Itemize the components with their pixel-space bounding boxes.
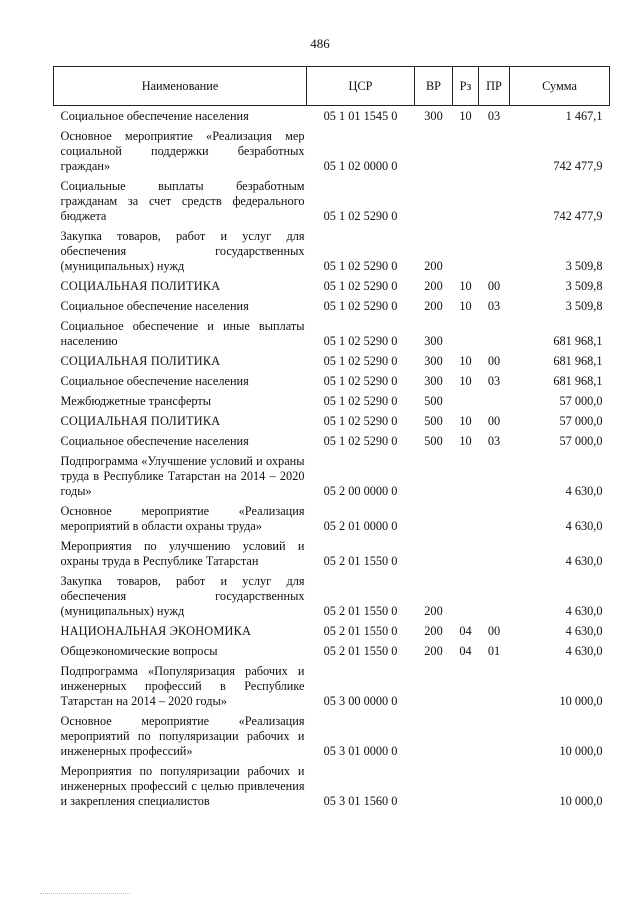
cell-rz bbox=[453, 226, 479, 276]
cell-name: Межбюджетные трансферты bbox=[60, 394, 212, 408]
table-row bbox=[54, 501, 610, 536]
cell-vr: 300 bbox=[424, 374, 443, 388]
cell-csr: 05 2 01 1550 0 bbox=[323, 554, 398, 568]
cell-vr bbox=[415, 536, 453, 571]
header-vr: ВР bbox=[415, 67, 453, 106]
cell-pr: 03 bbox=[487, 434, 501, 448]
cell-vr: 300 bbox=[424, 334, 443, 348]
cell-csr: 05 2 01 1550 0 bbox=[323, 624, 398, 638]
cell-sum: 10 000,0 bbox=[559, 794, 603, 808]
cell-pr bbox=[479, 126, 510, 176]
cell-csr: 05 1 02 5290 0 bbox=[323, 209, 398, 223]
cell-pr bbox=[479, 536, 510, 571]
table-row bbox=[54, 641, 610, 661]
header-csr: ЦСР bbox=[307, 67, 415, 106]
cell-csr: 05 1 02 5290 0 bbox=[323, 414, 398, 428]
table-row bbox=[54, 571, 610, 621]
cell-name: Подпрограмма «Улучшение условий и охраны труда в Республике Татарстан на 2014 – 2020 годы» bbox=[60, 454, 305, 498]
cell-rz bbox=[453, 126, 479, 176]
cell-name: Социальное обеспечение населения bbox=[60, 109, 249, 123]
cell-rz bbox=[453, 176, 479, 226]
cell-rz bbox=[453, 391, 479, 411]
cell-pr: 03 bbox=[487, 109, 501, 123]
cell-vr: 300 bbox=[424, 109, 443, 123]
cell-vr: 200 bbox=[424, 624, 443, 638]
cell-sum: 742 477,9 bbox=[553, 209, 603, 223]
table-row bbox=[54, 296, 610, 316]
cell-sum: 10 000,0 bbox=[559, 694, 603, 708]
cell-rz bbox=[453, 571, 479, 621]
cell-pr bbox=[479, 761, 510, 811]
cell-vr: 200 bbox=[424, 259, 443, 273]
header-name: Наименование bbox=[54, 67, 307, 106]
header-rz: Рз bbox=[453, 67, 479, 106]
cell-pr bbox=[479, 451, 510, 501]
cell-name: Основное мероприятие «Реализация мероприятий в области охраны труда» bbox=[60, 504, 305, 533]
cell-pr: 00 bbox=[487, 414, 501, 428]
table-row bbox=[54, 316, 610, 351]
cell-sum: 4 630,0 bbox=[565, 624, 603, 638]
cell-name: Мероприятия по улучшению условий и охраны труда в Республике Татарстан bbox=[60, 539, 305, 568]
cell-rz bbox=[453, 711, 479, 761]
cell-csr: 05 1 02 5290 0 bbox=[323, 259, 398, 273]
cell-name: Социальное обеспечение и иные выплаты населению bbox=[60, 319, 305, 348]
cell-pr: 03 bbox=[487, 374, 501, 388]
cell-rz: 10 bbox=[459, 374, 472, 388]
cell-rz bbox=[453, 316, 479, 351]
cell-name: НАЦИОНАЛЬНАЯ ЭКОНОМИКА bbox=[60, 624, 252, 638]
cell-rz bbox=[453, 761, 479, 811]
table-row bbox=[54, 431, 610, 451]
cell-vr bbox=[415, 451, 453, 501]
cell-vr bbox=[415, 711, 453, 761]
cell-vr: 200 bbox=[424, 279, 443, 293]
cell-sum: 4 630,0 bbox=[565, 519, 603, 533]
cell-name: Социальные выплаты безработным гражданам за счет средств федерального бюджета bbox=[60, 179, 305, 223]
table-row bbox=[54, 621, 610, 641]
table-row bbox=[54, 106, 610, 127]
cell-csr: 05 1 02 5290 0 bbox=[323, 279, 398, 293]
cell-rz bbox=[453, 536, 479, 571]
table-row bbox=[54, 351, 610, 371]
cell-sum: 4 630,0 bbox=[565, 554, 603, 568]
cell-csr: 05 1 01 1545 0 bbox=[323, 109, 398, 123]
cell-name: Общеэкономические вопросы bbox=[60, 644, 218, 658]
cell-sum: 57 000,0 bbox=[559, 434, 603, 448]
cell-pr: 00 bbox=[487, 279, 501, 293]
cell-sum: 3 509,8 bbox=[565, 279, 603, 293]
cell-sum: 3 509,8 bbox=[565, 259, 603, 273]
header-sum: Сумма bbox=[510, 67, 610, 106]
cell-sum: 57 000,0 bbox=[559, 394, 603, 408]
cell-vr: 200 bbox=[424, 299, 443, 313]
cell-sum: 4 630,0 bbox=[565, 604, 603, 618]
cell-name: Основное мероприятие «Реализация мер социальной поддержки безработных граждан» bbox=[60, 129, 305, 173]
cell-rz: 10 bbox=[459, 279, 472, 293]
cell-csr: 05 2 01 0000 0 bbox=[323, 519, 398, 533]
table-row bbox=[54, 391, 610, 411]
cell-pr bbox=[479, 316, 510, 351]
table-row bbox=[54, 661, 610, 711]
cell-rz bbox=[453, 451, 479, 501]
cell-pr bbox=[479, 571, 510, 621]
cell-sum: 57 000,0 bbox=[559, 414, 603, 428]
cell-name: Подпрограмма «Популяризация рабочих и инженерных профессий в Республике Татарстан на 2014 – 2020 годы» bbox=[60, 664, 305, 708]
cell-sum: 681 968,1 bbox=[553, 354, 603, 368]
budget-table bbox=[53, 66, 610, 811]
cell-name: Основное мероприятие «Реализация мероприятий по популяризации рабочих и инженерных профессий» bbox=[60, 714, 305, 758]
cell-name: Мероприятия по популяризации рабочих и инженерных профессий с целью привлечения и закрепления специалистов bbox=[60, 764, 305, 808]
cell-rz: 10 bbox=[459, 414, 472, 428]
header-pr: ПР bbox=[479, 67, 510, 106]
cell-sum: 10 000,0 bbox=[559, 744, 603, 758]
cell-name: Закупка товаров, работ и услуг для обеспечения государственных (муниципальных) нужд bbox=[60, 229, 305, 273]
cell-name: СОЦИАЛЬНАЯ ПОЛИТИКА bbox=[60, 354, 221, 368]
scan-artifact bbox=[40, 893, 130, 895]
table-body bbox=[54, 106, 610, 812]
page-number: 486 bbox=[310, 36, 330, 51]
table-row bbox=[54, 276, 610, 296]
table-row bbox=[54, 761, 610, 811]
cell-rz: 10 bbox=[459, 354, 472, 368]
cell-vr bbox=[415, 176, 453, 226]
cell-rz: 10 bbox=[459, 299, 472, 313]
cell-vr bbox=[415, 761, 453, 811]
cell-pr: 01 bbox=[487, 644, 501, 658]
cell-pr bbox=[479, 226, 510, 276]
cell-pr: 00 bbox=[487, 354, 501, 368]
cell-csr: 05 1 02 5290 0 bbox=[323, 299, 398, 313]
cell-sum: 4 630,0 bbox=[565, 484, 603, 498]
cell-vr: 300 bbox=[424, 354, 443, 368]
cell-csr: 05 1 02 5290 0 bbox=[323, 354, 398, 368]
cell-sum: 681 968,1 bbox=[553, 334, 603, 348]
table-row bbox=[54, 411, 610, 431]
cell-name: Социальное обеспечение населения bbox=[60, 299, 249, 313]
cell-name: Социальное обеспечение населения bbox=[60, 374, 249, 388]
cell-sum: 3 509,8 bbox=[565, 299, 603, 313]
cell-csr: 05 1 02 5290 0 bbox=[323, 334, 398, 348]
table-header bbox=[54, 67, 610, 106]
cell-vr bbox=[415, 501, 453, 536]
cell-pr bbox=[479, 391, 510, 411]
cell-pr: 00 bbox=[487, 624, 501, 638]
cell-pr: 03 bbox=[487, 299, 501, 313]
cell-pr bbox=[479, 176, 510, 226]
cell-rz bbox=[453, 661, 479, 711]
table-row bbox=[54, 711, 610, 761]
cell-pr bbox=[479, 501, 510, 536]
cell-csr: 05 2 00 0000 0 bbox=[323, 484, 398, 498]
cell-pr bbox=[479, 711, 510, 761]
cell-rz: 04 bbox=[459, 644, 472, 658]
cell-csr: 05 3 00 0000 0 bbox=[323, 694, 398, 708]
cell-rz bbox=[453, 501, 479, 536]
cell-name: Социальное обеспечение населения bbox=[60, 434, 249, 448]
cell-vr: 500 bbox=[424, 434, 443, 448]
cell-sum: 4 630,0 bbox=[565, 644, 603, 658]
table-row bbox=[54, 176, 610, 226]
cell-name: Закупка товаров, работ и услуг для обеспечения государственных (муниципальных) нужд bbox=[60, 574, 305, 618]
table-row bbox=[54, 226, 610, 276]
table-row bbox=[54, 451, 610, 501]
cell-csr: 05 3 01 1560 0 bbox=[323, 794, 398, 808]
cell-csr: 05 1 02 5290 0 bbox=[323, 394, 398, 408]
cell-csr: 05 1 02 5290 0 bbox=[323, 434, 398, 448]
cell-vr: 500 bbox=[424, 414, 443, 428]
cell-csr: 05 3 01 0000 0 bbox=[323, 744, 398, 758]
cell-vr: 500 bbox=[424, 394, 443, 408]
cell-sum: 681 968,1 bbox=[553, 374, 603, 388]
cell-sum: 1 467,1 bbox=[565, 109, 603, 123]
cell-vr bbox=[415, 126, 453, 176]
cell-csr: 05 2 01 1550 0 bbox=[323, 604, 398, 618]
cell-csr: 05 2 01 1550 0 bbox=[323, 644, 398, 658]
cell-vr: 200 bbox=[424, 604, 443, 618]
cell-csr: 05 1 02 0000 0 bbox=[323, 159, 398, 173]
cell-name: СОЦИАЛЬНАЯ ПОЛИТИКА bbox=[60, 414, 221, 428]
cell-csr: 05 1 02 5290 0 bbox=[323, 374, 398, 388]
table-row bbox=[54, 371, 610, 391]
cell-vr: 200 bbox=[424, 644, 443, 658]
cell-vr bbox=[415, 661, 453, 711]
cell-rz: 04 bbox=[459, 624, 472, 638]
cell-pr bbox=[479, 661, 510, 711]
table-row bbox=[54, 126, 610, 176]
cell-sum: 742 477,9 bbox=[553, 159, 603, 173]
cell-rz: 10 bbox=[459, 434, 472, 448]
cell-name: СОЦИАЛЬНАЯ ПОЛИТИКА bbox=[60, 279, 221, 293]
table-row bbox=[54, 536, 610, 571]
cell-rz: 10 bbox=[459, 109, 472, 123]
